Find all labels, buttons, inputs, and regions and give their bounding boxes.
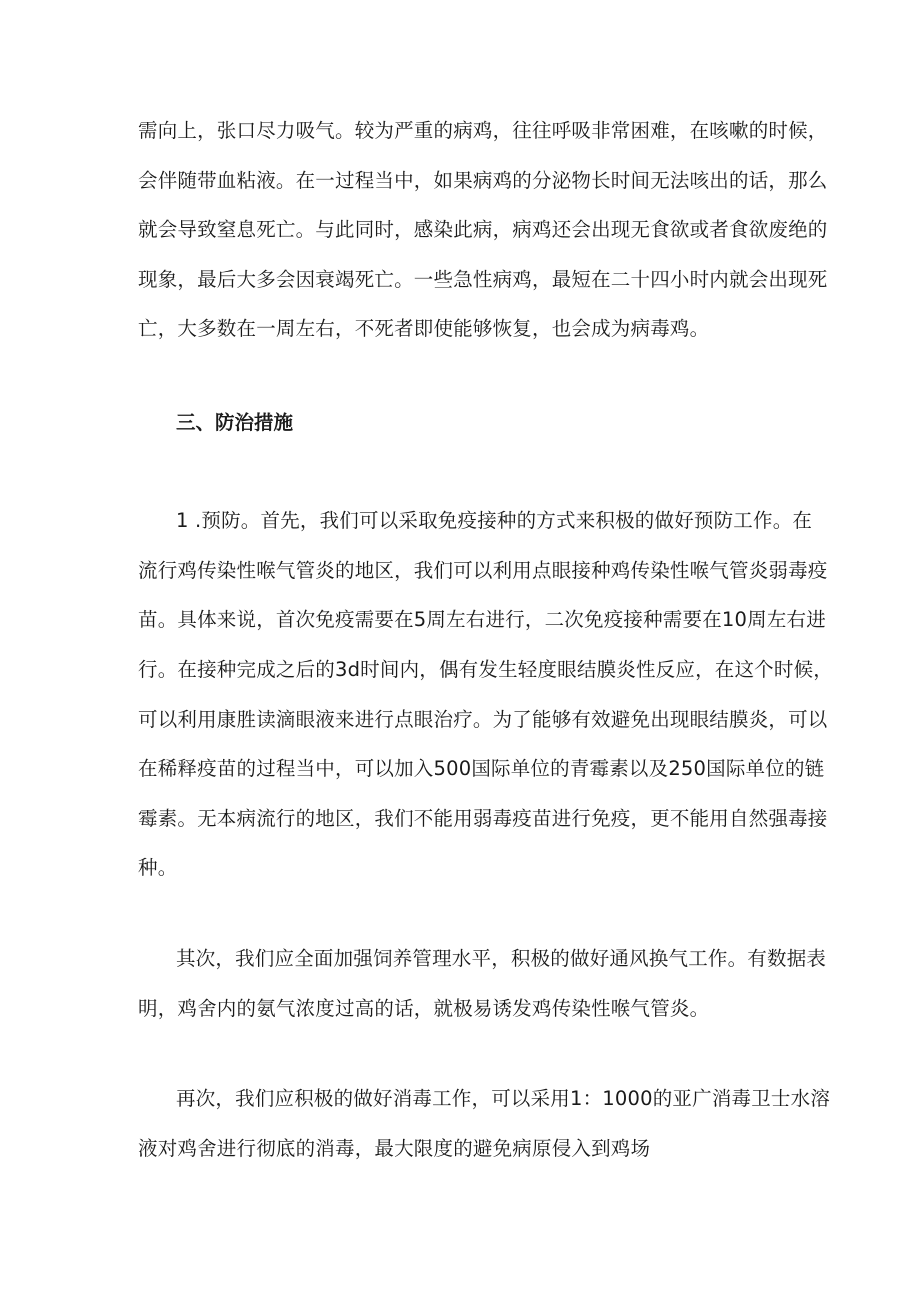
intro-line: 需向上，张口尽力吸气。较为严重的病鸡，往往呼吸非常困难，在咳嗽的时候， (138, 119, 828, 142)
intro-line: 亡，大多数在一周左右，不死者即使能够恢复，也会成为病毒鸡。 (138, 317, 710, 340)
intro-line: 会伴随带血粘液。在一过程当中，如果病鸡的分泌物长时间无法咳出的话，那么 (138, 169, 828, 192)
prevention-line: 可以利用康胜读滴眼液来进行点眼治疗。为了能够有效避免出现眼结膜炎，可以 (138, 708, 828, 731)
management-line: 明，鸡舍内的氨气浓度过高的话，就极易诱发鸡传染性喉气管炎。 (138, 997, 710, 1020)
prevention-line: 霉素。无本病流行的地区，我们不能用弱毒疫苗进行免疫，更不能用自然强毒接 (138, 807, 828, 830)
disinfection-line: 液对鸡舍进行彻底的消毒，最大限度的避免病原侵入到鸡场 (138, 1137, 651, 1160)
disinfection-line: 再次，我们应积极的做好消毒工作，可以采用1：1000的亚广消毒卫士水溶 (176, 1087, 831, 1110)
prevention-line: 1 .预防。首先，我们可以采取免疫接种的方式来积极的做好预防工作。在 (176, 509, 813, 532)
prevention-line: 在稀释疫苗的过程当中，可以加入500国际单位的青霉素以及250国际单位的链 (138, 757, 825, 780)
prevention-line: 苗。具体来说，首次免疫需要在5周左右进行，二次免疫接种需要在10周左右进 (138, 608, 826, 631)
prevention-line: 种。 (138, 856, 178, 879)
prevention-line: 流行鸡传染性喉气管炎的地区，我们可以利用点眼接种鸡传染性喉气管炎弱毒疫 (138, 559, 828, 582)
section-heading: 三、防治措施 (176, 411, 294, 434)
prevention-line: 行。在接种完成之后的3d时间内，偶有发生轻度眼结膜炎性反应，在这个时候， (138, 658, 833, 681)
intro-line: 现象，最后大多会因衰竭死亡。一些急性病鸡，最短在二十四小时内就会出现死 (138, 268, 828, 291)
management-line: 其次，我们应全面加强饲养管理水平，积极的做好通风换气工作。有数据表 (176, 947, 827, 970)
intro-line: 就会导致窒息死亡。与此同时，感染此病，病鸡还会出现无食欲或者食欲废绝的 (138, 218, 828, 241)
